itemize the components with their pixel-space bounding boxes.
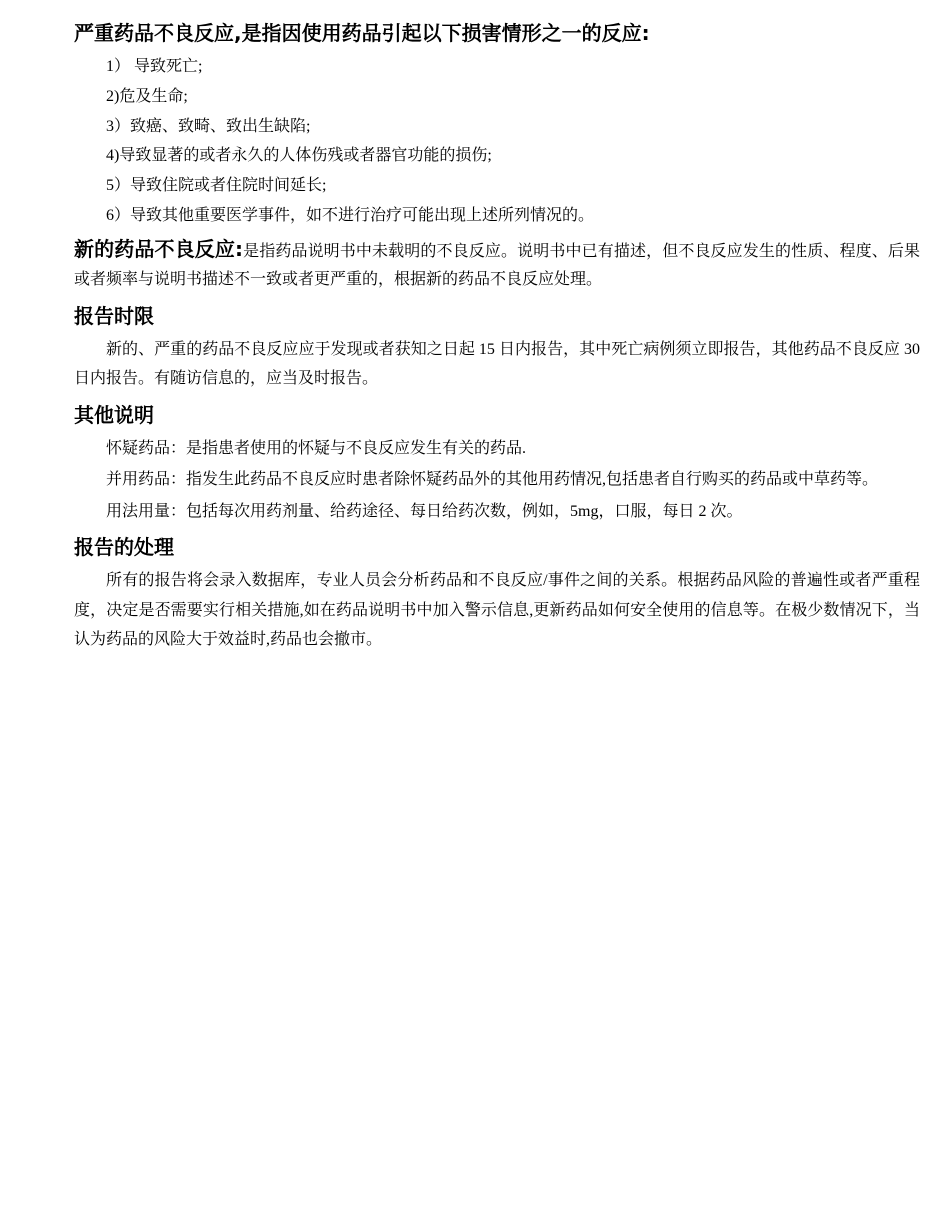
other-notes-item: 用法用量：包括每次用药剂量、给药途径、每日给药次数，例如，5mg，口服，每日 2 次。	[106, 502, 743, 520]
serious-adr-list	[74, 52, 920, 231]
list-item: 1） 导致死亡;	[106, 58, 203, 75]
serious-adr-title: 严重药品不良反应,是指因使用药品引起以下损害情形之一的反应:	[74, 21, 650, 45]
new-adr-term: 新的药品不良反应:	[74, 236, 243, 261]
report-handling-heading: 报告的处理	[74, 535, 174, 560]
list-item: 4)导致显著的或者永久的人体伤残或者器官功能的损伤;	[106, 147, 492, 165]
list-item: 5）导致住院或者住院时间延长;	[106, 177, 327, 195]
list-item: 6）导致其他重要医学事件，如不进行治疗可能出现上述所列情况的。	[106, 206, 595, 224]
list-item: 2)危及生命;	[106, 87, 188, 105]
other-notes-item: 怀疑药品：是指患者使用的怀疑与不良反应发生有关的药品.	[106, 439, 527, 457]
document-page	[74, 18, 920, 655]
new-adr-definition	[74, 235, 920, 295]
other-notes-heading: 其他说明	[74, 402, 154, 427]
report-handling-text: 所有的报告将会录入数据库，专业人员会分析药品和不良反应/事件之间的关系。根据药品风险的普遍性或者严重程度，决定是否需要实行相关措施,如在药品说明书中加入警示信息,更新药品如何安全使用的信息等。在极少数情况下，当认为药品的风险大于效益时,药品也会撤市。	[74, 572, 920, 649]
list-item: 3）致癌、致畸、致出生缺陷;	[106, 117, 311, 135]
other-notes-item: 并用药品：指发生此药品不良反应时患者除怀疑药品外的其他用药情况,包括患者自行购买的药品或中草药等。	[106, 471, 879, 489]
report-deadline-heading: 报告时限	[74, 303, 154, 328]
report-deadline-text: 新的、严重的药品不良反应应于发现或者获知之日起 15 日内报告，其中死亡病例须立即报告，其他药品不良反应 30 日内报告。有随访信息的，应当及时报告。	[74, 340, 920, 388]
new-adr-definition-text: 是指药品说明书中未载明的不良反应。说明书中已有描述，但不良反应发生的性质、程度、后果或者频率与说明书描述不一致或者更严重的，根据新的药品不良反应处理。	[74, 242, 920, 289]
